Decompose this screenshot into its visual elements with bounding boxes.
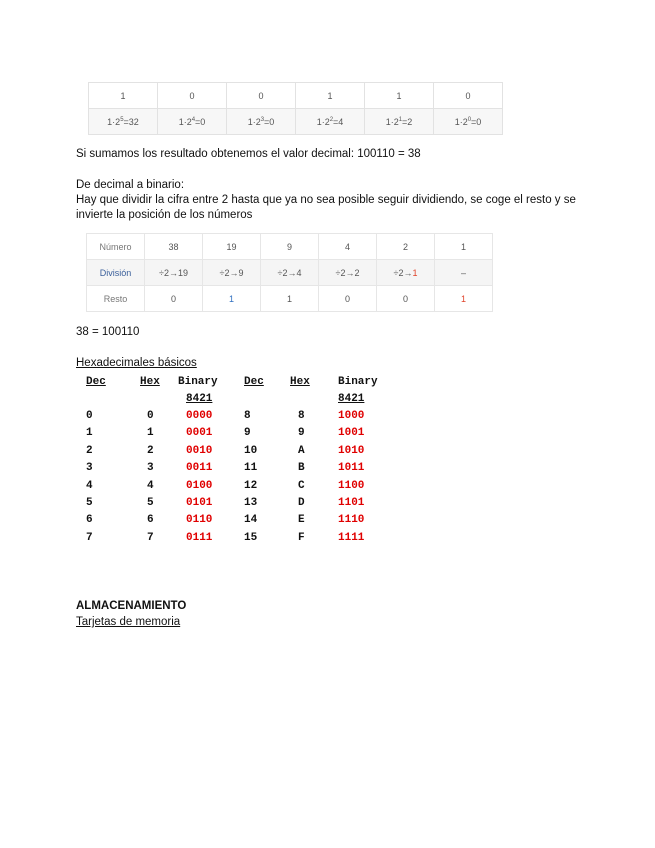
hex-cell-dec: 9 [244,427,251,439]
header-hex-left: Hex [140,376,160,388]
division-cell: – [435,260,493,286]
digit-cell: 0 [434,83,503,109]
hex-cell-bin: 0110 [186,514,213,526]
hex-cell-dec: 15 [244,532,258,544]
header-binary-right: Binary [338,376,378,388]
remainder-cell: 1 [435,286,493,312]
remainder-cell: 0 [319,286,377,312]
hex-cell-hex: E [298,514,305,526]
hex-cell-dec: 7 [86,532,93,544]
header-dec-left: Dec [86,376,106,388]
hex-cell-hex: 4 [147,480,154,492]
remainder-cell: 0 [145,286,203,312]
hex-cell-hex: B [298,462,305,474]
hex-cell-bin: 0000 [186,410,213,422]
hex-cell-hex: C [298,480,305,492]
remainder-cell: 1 [203,286,261,312]
dec-to-bin-description: Hay que dividir la cifra entre 2 hasta que ya no sea posible seguir dividiendo, se coge el resto y se invierte la posición de los números [76,194,576,221]
division-cell: ÷2→19 [145,260,203,286]
row-label-division: División [87,260,145,286]
header-hex-right: Hex [290,376,310,388]
hex-cell-dec: 2 [86,445,93,457]
hex-cell-hex: 8 [298,410,305,422]
term-cell: $1\cdot 2^0=0$ [434,109,503,135]
subheader-bits-left: 8421 [186,393,213,405]
hex-cell-hex: A [298,445,305,457]
term-cell: $1\cdot 2^5=32$ [89,109,158,135]
hex-cell-bin: 1000 [338,410,365,422]
digit-cell: 0 [158,83,227,109]
digit-cell: 1 [365,83,434,109]
storage-heading: ALMACENAMIENTO [76,600,187,612]
hex-cell-bin: 0111 [186,532,213,544]
hex-cell-bin: 1101 [338,497,365,509]
number-cell: 9 [261,234,319,260]
hex-cell-bin: 0001 [186,427,213,439]
hex-cell-hex: 1 [147,427,154,439]
hex-section-title: Hexadecimales básicos [76,357,197,369]
hex-cell-dec: 3 [86,462,93,474]
hex-cell-hex: 0 [147,410,154,422]
hex-cell-hex: 3 [147,462,154,474]
hex-cell-dec: 10 [244,445,258,457]
hex-cell-dec: 0 [86,410,93,422]
subheader-bits-right: 8421 [338,393,365,405]
hex-cell-bin: 0011 [186,462,213,474]
hex-cell-bin: 1100 [338,480,365,492]
hex-cell-dec: 6 [86,514,93,526]
remainder-cell: 1 [261,286,319,312]
storage-subheading: Tarjetas de memoria [76,616,181,628]
hex-cell-dec: 1 [86,427,93,439]
hex-cell-bin: 0010 [186,445,213,457]
number-cell: 4 [319,234,377,260]
hex-cell-bin: 1011 [338,462,365,474]
sum-text: Si sumamos los resultado obtenemos el valor decimal: 100110 = 38 [76,148,421,160]
digit-cell: 1 [89,83,158,109]
hex-cell-hex: F [298,532,305,544]
division-cell: ÷2→1 [377,260,435,286]
number-cell: 1 [435,234,493,260]
hex-cell-bin: 1001 [338,427,365,439]
number-cell: 38 [145,234,203,260]
hex-cell-dec: 12 [244,480,258,492]
digit-cell: 0 [227,83,296,109]
hex-cell-dec: 11 [244,462,258,474]
division-cell: ÷2→2 [319,260,377,286]
term-cell: $1\cdot 2^4=0$ [158,109,227,135]
number-cell: 2 [377,234,435,260]
hex-cell-dec: 4 [86,480,93,492]
number-cell: 19 [203,234,261,260]
remainder-cell: 0 [377,286,435,312]
digit-cell: 1 [296,83,365,109]
division-cell: ÷2→4 [261,260,319,286]
hex-cell-hex: 2 [147,445,154,457]
hex-cell-hex: 9 [298,427,305,439]
result-text: 38 = 100110 [76,326,140,338]
hex-cell-dec: 14 [244,514,258,526]
header-binary-left: Binary [178,376,218,388]
hex-cell-hex: 7 [147,532,154,544]
term-cell: $1\cdot 2^2=4$ [296,109,365,135]
division-cell: ÷2→9 [203,260,261,286]
hex-cell-bin: 1010 [338,445,365,457]
hex-cell-bin: 0101 [186,497,213,509]
hex-cell-hex: 5 [147,497,154,509]
term-cell: $1\cdot 2^1=2$ [365,109,434,135]
hex-cell-dec: 8 [244,410,251,422]
hex-cell-hex: 6 [147,514,154,526]
row-label-remainder: Resto [87,286,145,312]
hex-cell-bin: 1110 [338,514,365,526]
hex-cell-dec: 13 [244,497,258,509]
row-label-number: Número [87,234,145,260]
dec-to-bin-title: De decimal a binario: [76,179,185,191]
hex-cell-bin: 1111 [338,532,365,544]
hex-cell-bin: 0100 [186,480,213,492]
header-dec-right: Dec [244,376,264,388]
term-cell: $1\cdot 2^3=0$ [227,109,296,135]
hex-cell-hex: D [298,497,305,509]
hex-cell-dec: 5 [86,497,93,509]
